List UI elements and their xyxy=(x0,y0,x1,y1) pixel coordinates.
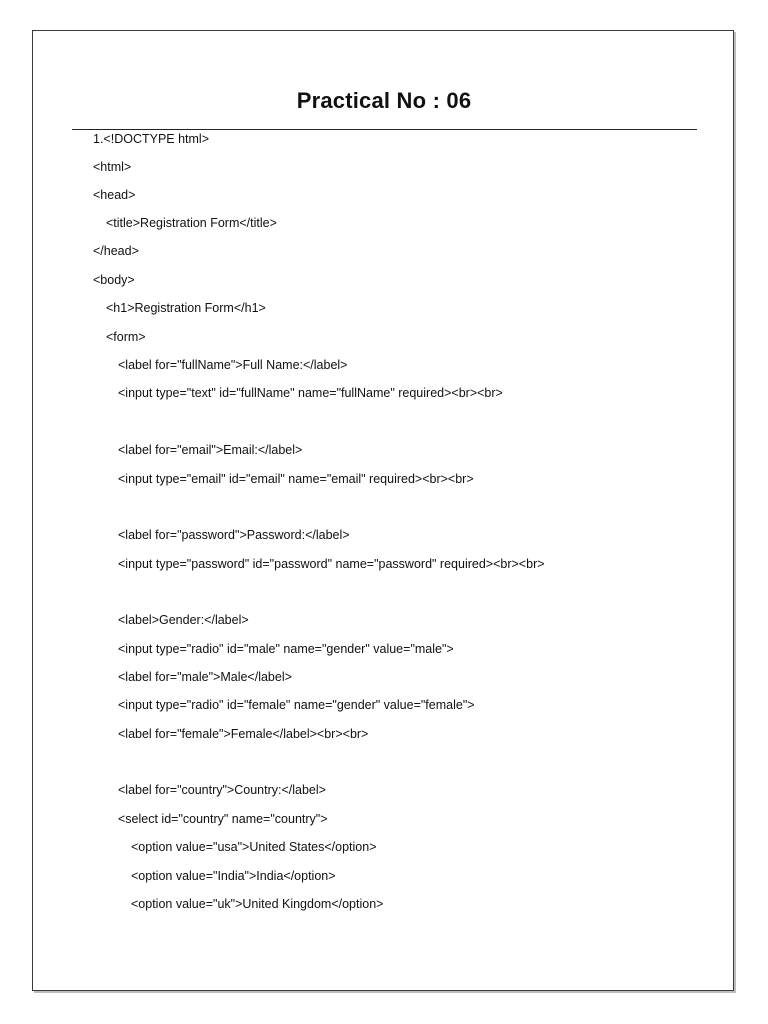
code-line: <html> xyxy=(93,160,132,174)
code-line: <label for="fullName">Full Name:</label> xyxy=(118,358,348,372)
code-line: <label for="country">Country:</label> xyxy=(118,783,326,797)
code-line: <input type="email" id="email" name="email" required><br><br> xyxy=(118,472,474,486)
code-line: <input type="radio" id="male" name="gender" value="male"> xyxy=(118,642,454,656)
code-line: <input type="text" id="fullName" name="fullName" required><br><br> xyxy=(118,386,503,400)
code-line: <option value="India">India</option> xyxy=(131,869,336,883)
code-line: <input type="password" id="password" name="password" required><br><br> xyxy=(118,557,545,571)
code-line: <label for="female">Female</label><br><br> xyxy=(118,727,369,741)
code-line: <title>Registration Form</title> xyxy=(106,216,277,230)
title-divider xyxy=(72,129,697,130)
code-line: <option value="usa">United States</option> xyxy=(131,840,377,854)
code-line: <head> xyxy=(93,188,136,202)
code-line: <option value="uk">United Kingdom</option> xyxy=(131,897,384,911)
code-line: <form> xyxy=(106,330,146,344)
code-line: </head> xyxy=(93,244,139,258)
code-line: <input type="radio" id="female" name="gender" value="female"> xyxy=(118,698,475,712)
code-line: <select id="country" name="country"> xyxy=(118,812,328,826)
code-line: <label for="male">Male</label> xyxy=(118,670,292,684)
code-line: <label>Gender:</label> xyxy=(118,613,249,627)
page-title: Practical No : 06 xyxy=(296,88,472,113)
code-line: <body> xyxy=(93,273,135,287)
code-line: <label for="email">Email:</label> xyxy=(118,443,303,457)
code-line: <label for="password">Password:</label> xyxy=(118,528,350,542)
code-line: 1.<!DOCTYPE html> xyxy=(93,132,210,146)
code-line: <h1>Registration Form</h1> xyxy=(106,301,266,315)
